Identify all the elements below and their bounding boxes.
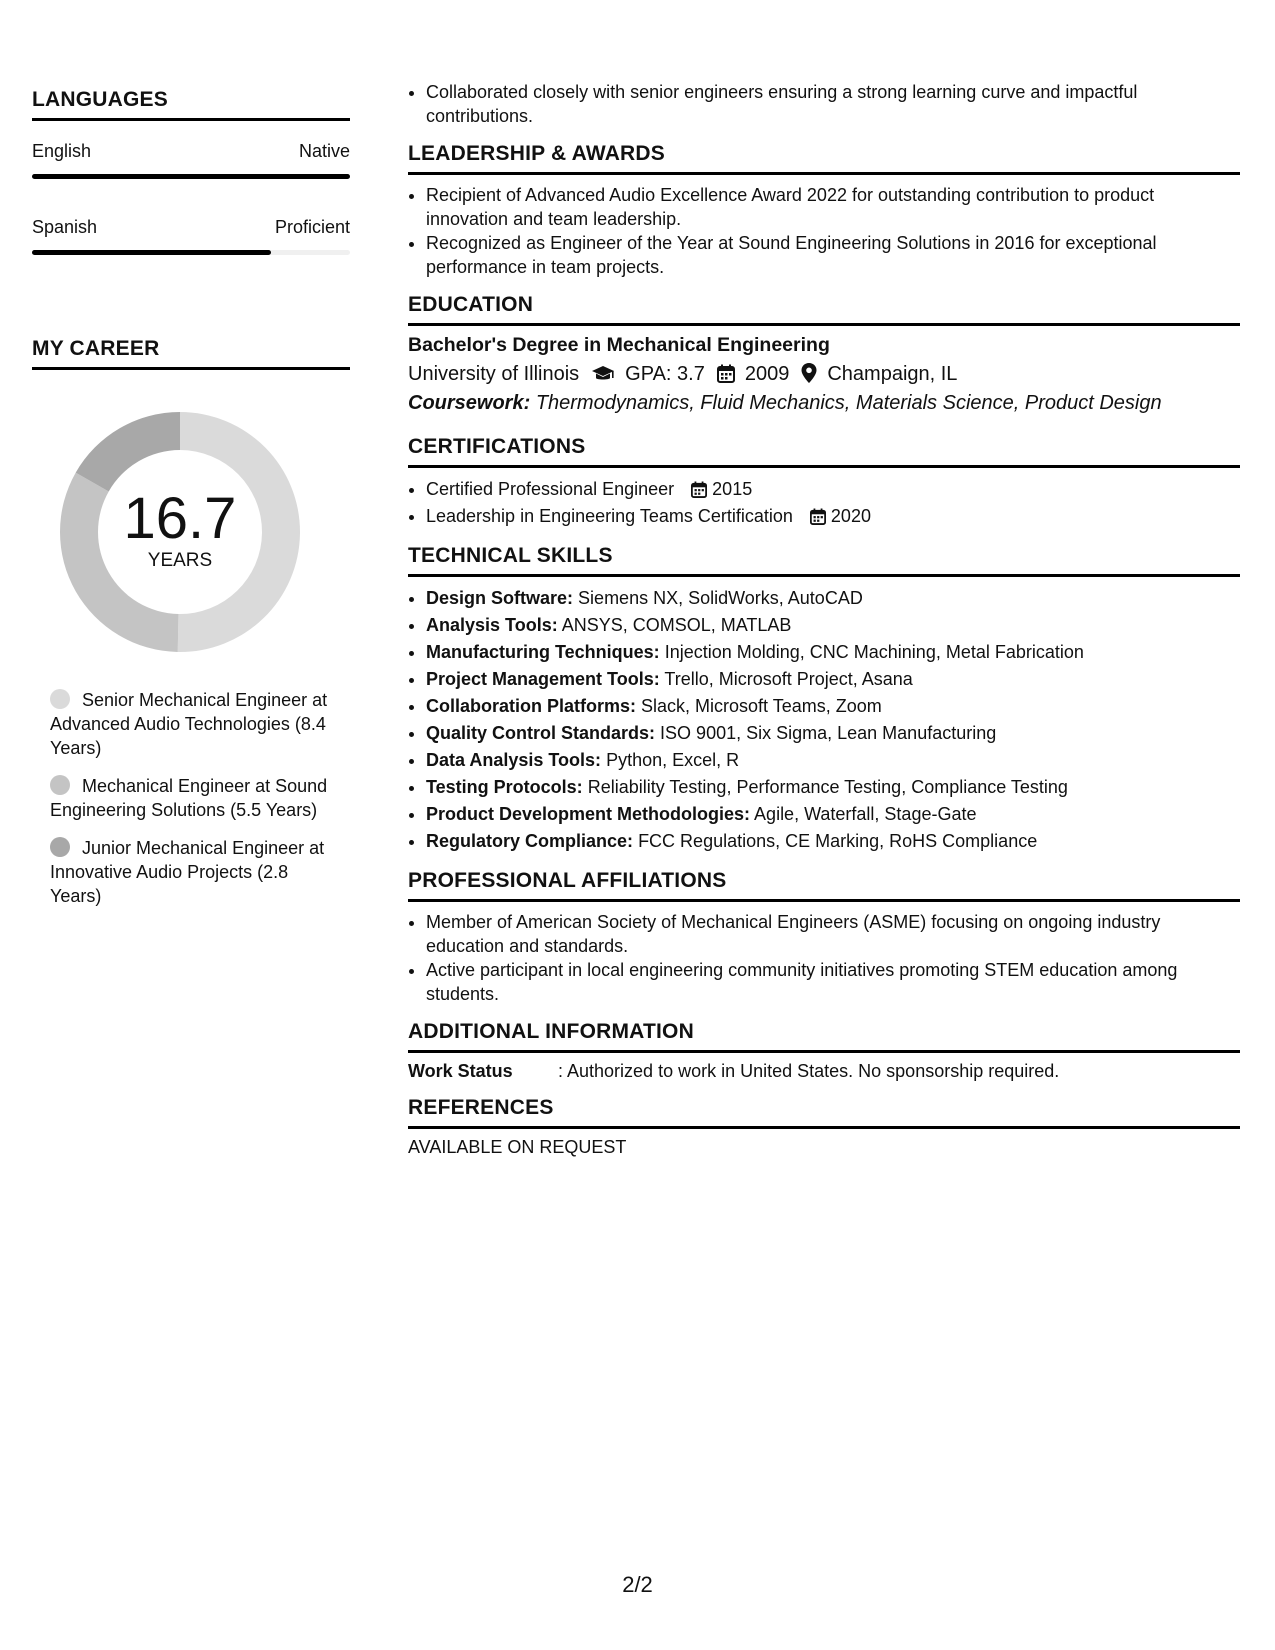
education-coursework	[408, 392, 1240, 415]
skill-item	[426, 828, 1240, 855]
skill-label: Product Development Methodologies:	[426, 804, 751, 824]
certification-item	[426, 503, 1240, 530]
calendar-icon	[691, 479, 712, 499]
skill-value: ISO 9001, Six Sigma, Lean Manufacturing	[660, 723, 997, 743]
experience-bullets	[408, 80, 1240, 128]
skill-value: Python, Excel, R	[606, 750, 740, 770]
skill-item	[426, 720, 1240, 747]
legend-label: Senior Mechanical Engineer at Advanced Audio Technologies (8.4 Years)	[50, 690, 328, 758]
certification-name: Leadership in Engineering Teams Certification	[426, 506, 793, 526]
career-total-unit: YEARS	[147, 550, 213, 571]
language-proficiency-fill	[32, 174, 350, 179]
skill-label: Collaboration Platforms:	[426, 696, 637, 716]
language-proficiency-bar	[32, 174, 350, 179]
leadership-bullet: • Recipient of Advanced Audio Excellence Award 2022 for outstanding contribution to product innovation and team leadership.	[426, 183, 1240, 231]
language-proficiency-fill	[32, 250, 271, 255]
affiliation-bullet: • Member of American Society of Mechanical Engineers (ASME) focusing on ongoing industry education and standards.	[426, 910, 1240, 958]
certifications-list	[408, 476, 1240, 530]
career-legend-item	[50, 688, 340, 760]
affiliation-bullet: • Active participant in local engineering community initiatives promoting STEM education among students.	[426, 958, 1240, 1006]
skill-value: Reliability Testing, Performance Testing, Compliance Testing	[587, 777, 1068, 797]
skill-item	[426, 774, 1240, 801]
coursework-value: Thermodynamics, Fluid Mechanics, Materials Science, Product Design	[535, 392, 1162, 414]
legend-dot	[50, 775, 70, 795]
legend-label: Junior Mechanical Engineer at Innovative Audio Projects (2.8 Years)	[50, 838, 325, 906]
certification-name: Certified Professional Engineer	[426, 479, 675, 499]
right-column	[408, 80, 1240, 1158]
affiliations-list	[408, 910, 1240, 1006]
education-degree: Bachelor's Degree in Mechanical Engineering	[408, 334, 830, 356]
skill-label: Manufacturing Techniques:	[426, 642, 660, 662]
skill-item	[426, 612, 1240, 639]
career-donut-chart	[60, 412, 300, 652]
legend-dot	[50, 837, 70, 857]
legend-dot	[50, 689, 70, 709]
skill-label: Testing Protocols:	[426, 777, 583, 797]
skill-value: Siemens NX, SolidWorks, AutoCAD	[578, 588, 863, 608]
calendar-icon	[717, 363, 735, 386]
skill-item	[426, 585, 1240, 612]
references-text: AVAILABLE ON REQUEST	[408, 1137, 627, 1157]
graduation-cap-icon	[591, 363, 615, 386]
education-details	[408, 363, 1240, 386]
work-status-label: Work Status	[408, 1061, 513, 1081]
skill-item	[426, 801, 1240, 828]
language-level: Proficient	[274, 217, 350, 237]
skill-value: Injection Molding, CNC Machining, Metal Fabrication	[664, 642, 1084, 662]
affiliations-heading: PROFESSIONAL AFFILIATIONS	[408, 869, 1240, 902]
career-total-years: 16.7	[123, 486, 237, 551]
skills-heading: TECHNICAL SKILLS	[408, 544, 1240, 577]
skill-label: Data Analysis Tools:	[426, 750, 602, 770]
language-proficiency-bar	[32, 250, 350, 255]
work-status-value: : Authorized to work in United States. No sponsorship required.	[558, 1061, 1060, 1081]
skill-label: Regulatory Compliance:	[426, 831, 634, 851]
skill-value: Agile, Waterfall, Stage-Gate	[754, 804, 977, 824]
calendar-icon	[810, 506, 831, 526]
education-school: University of Illinois	[408, 363, 580, 385]
experience-bullet: • Collaborated closely with senior engineers ensuring a strong learning curve and impactful contributions.	[426, 80, 1240, 128]
certification-year: 2015	[712, 479, 753, 499]
skill-label: Quality Control Standards:	[426, 723, 656, 743]
career-legend-item	[50, 836, 340, 908]
education-location: Champaign, IL	[827, 363, 958, 385]
language-name: Spanish	[32, 217, 98, 237]
skill-item	[426, 666, 1240, 693]
certifications-heading: CERTIFICATIONS	[408, 435, 1240, 468]
location-pin-icon	[801, 363, 817, 386]
leadership-heading: LEADERSHIP & AWARDS	[408, 142, 1240, 175]
additional-info-heading: ADDITIONAL INFORMATION	[408, 1020, 1240, 1053]
skills-list	[408, 585, 1240, 855]
skill-item	[426, 693, 1240, 720]
skill-value: FCC Regulations, CE Marking, RoHS Compliance	[638, 831, 1038, 851]
certification-year: 2020	[830, 506, 871, 526]
coursework-label: Coursework:	[408, 392, 531, 414]
language-item	[32, 141, 350, 179]
career-legend-item	[50, 774, 340, 822]
skill-value: ANSYS, COMSOL, MATLAB	[561, 615, 792, 635]
left-column	[32, 88, 350, 922]
leadership-bullet: • Recognized as Engineer of the Year at Sound Engineering Solutions in 2016 for exceptional performance in team projects.	[426, 231, 1240, 279]
work-status-row	[408, 1061, 1240, 1082]
skill-label: Analysis Tools:	[426, 615, 558, 635]
education-gpa: GPA: 3.7	[625, 363, 705, 385]
references-heading: REFERENCES	[408, 1096, 1240, 1129]
language-item	[32, 217, 350, 255]
career-heading: MY CAREER	[32, 337, 350, 370]
skill-value: Trello, Microsoft Project, Asana	[664, 669, 913, 689]
leadership-list	[408, 183, 1240, 279]
education-year: 2009	[744, 363, 790, 385]
language-level: Native	[298, 141, 350, 161]
languages-heading: LANGUAGES	[32, 88, 350, 121]
page-number: 2/2	[622, 1572, 653, 1597]
career-legend	[50, 688, 340, 908]
skill-label: Design Software:	[426, 588, 574, 608]
skill-item	[426, 639, 1240, 666]
skill-item	[426, 747, 1240, 774]
language-name: English	[32, 141, 92, 161]
skill-value: Slack, Microsoft Teams, Zoom	[641, 696, 882, 716]
certification-item	[426, 476, 1240, 503]
education-heading: EDUCATION	[408, 293, 1240, 326]
legend-label: Mechanical Engineer at Sound Engineering Solutions (5.5 Years)	[50, 776, 328, 820]
skill-label: Project Management Tools:	[426, 669, 660, 689]
